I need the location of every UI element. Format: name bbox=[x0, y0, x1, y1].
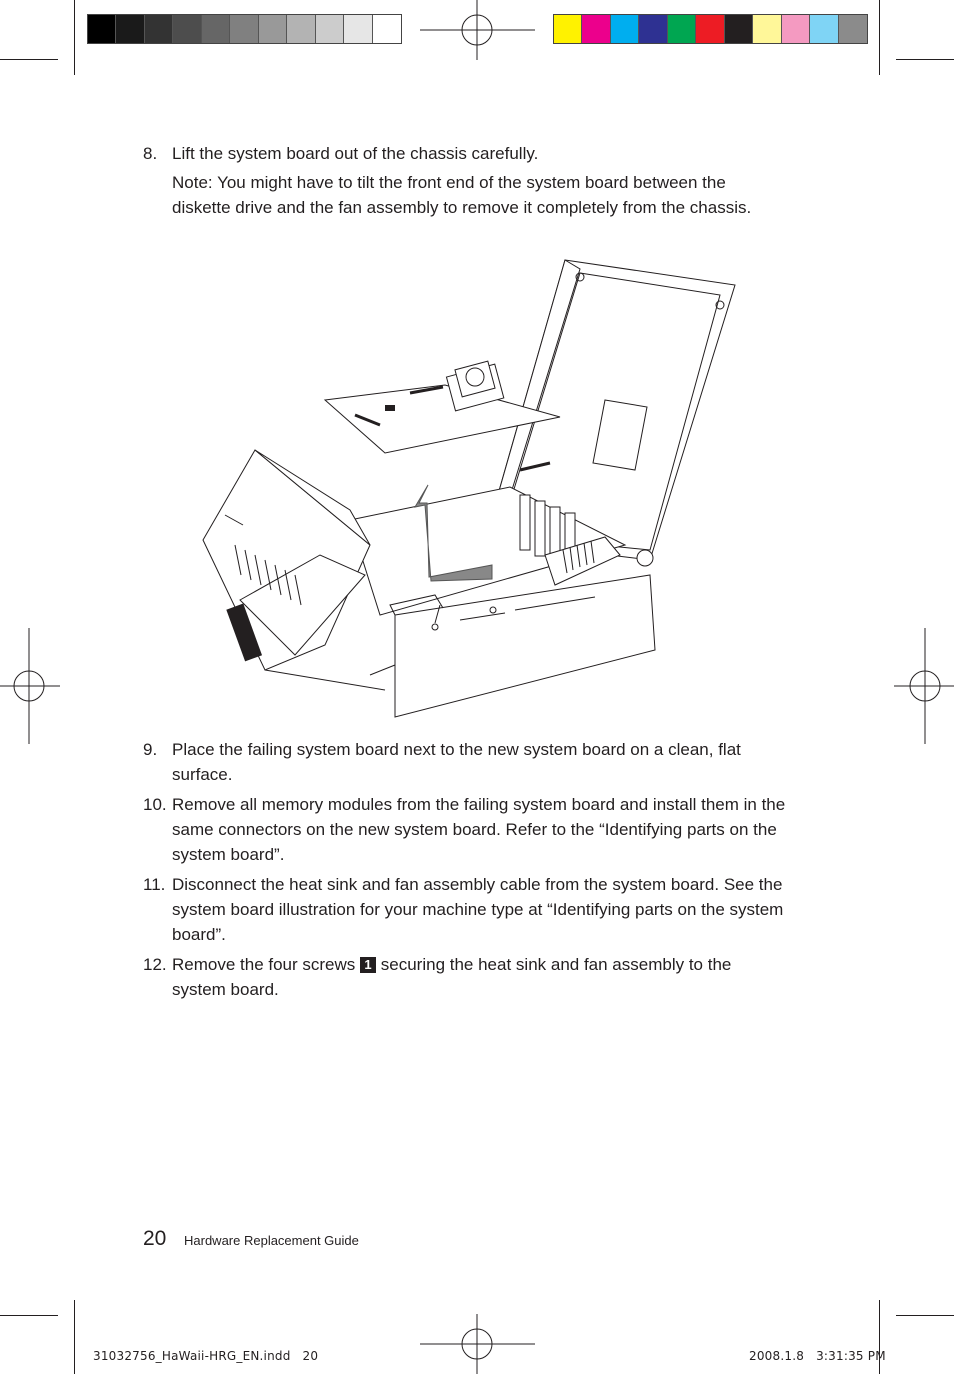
process-swatch bbox=[839, 15, 867, 43]
step-number: 12. bbox=[143, 955, 167, 974]
registration-mark-left bbox=[0, 628, 60, 744]
process-swatch bbox=[668, 15, 696, 43]
grayscale-swatch bbox=[116, 15, 144, 43]
page-number: 20 bbox=[143, 1227, 167, 1250]
process-swatch bbox=[639, 15, 667, 43]
process-swatch bbox=[696, 15, 724, 43]
step-text-before: Remove the four screws bbox=[172, 955, 356, 974]
process-swatch bbox=[753, 15, 781, 43]
step-text: Lift the system board out of the chassis carefully. bbox=[172, 144, 539, 163]
process-swatch bbox=[611, 15, 639, 43]
step-text: Place the failing system board next to the new system board on a clean, flat surface. bbox=[172, 740, 741, 784]
process-swatch bbox=[725, 15, 753, 43]
system-board-removal-illustration bbox=[195, 255, 740, 720]
slug-timestamp: 2008.1.8 3:31:35 PM bbox=[749, 1349, 886, 1363]
step-number: 9. bbox=[143, 740, 158, 759]
note bbox=[172, 170, 772, 220]
process-swatch bbox=[810, 15, 838, 43]
registration-mark-right bbox=[894, 628, 954, 744]
grayscale-swatch bbox=[373, 15, 401, 43]
crop-mark bbox=[0, 59, 58, 60]
step-text: Remove all memory modules from the failing system board and install them in the same connectors on the new system board. Refer to the “Identifying parts on the system board”. bbox=[172, 795, 786, 864]
step-number: 10. bbox=[143, 795, 167, 814]
grayscale-swatch bbox=[344, 15, 372, 43]
grayscale-color-bar bbox=[87, 14, 402, 44]
grayscale-swatch bbox=[259, 15, 287, 43]
step-text-after: securing the heat sink and fan assembly to the system board. bbox=[172, 955, 732, 999]
crop-mark bbox=[74, 0, 75, 75]
crop-mark bbox=[0, 1315, 58, 1316]
step-number: 8. bbox=[143, 144, 158, 163]
note-text: You might have to tilt the front end of the system board between the diskette drive and the fan assembly to remove it completely from the chassis. bbox=[172, 173, 752, 217]
slug-file: 31032756_HaWaii-HRG_EN.indd 20 bbox=[93, 1349, 319, 1363]
callout-number: 1 bbox=[360, 957, 376, 973]
grayscale-swatch bbox=[316, 15, 344, 43]
footer-title: Hardware Replacement Guide bbox=[184, 1233, 359, 1248]
crop-mark bbox=[896, 59, 954, 60]
grayscale-swatch bbox=[230, 15, 258, 43]
grayscale-swatch bbox=[88, 15, 116, 43]
crop-mark bbox=[879, 0, 880, 75]
process-color-bar bbox=[553, 14, 868, 44]
step-text bbox=[172, 952, 787, 1002]
note-label: Note: bbox=[172, 173, 213, 192]
crop-mark bbox=[896, 1315, 954, 1316]
grayscale-swatch bbox=[287, 15, 315, 43]
grayscale-swatch bbox=[173, 15, 201, 43]
registration-mark-bottom bbox=[420, 1314, 535, 1374]
registration-mark-top bbox=[420, 0, 535, 60]
process-swatch bbox=[582, 15, 610, 43]
process-swatch bbox=[782, 15, 810, 43]
crop-mark bbox=[74, 1300, 75, 1374]
process-swatch bbox=[554, 15, 582, 43]
step-number: 11. bbox=[143, 875, 166, 894]
grayscale-swatch bbox=[145, 15, 173, 43]
grayscale-swatch bbox=[202, 15, 230, 43]
step-text: Disconnect the heat sink and fan assembly cable from the system board. See the system board illustration for your machine type at “Identifying parts on the system board”. bbox=[172, 875, 784, 944]
